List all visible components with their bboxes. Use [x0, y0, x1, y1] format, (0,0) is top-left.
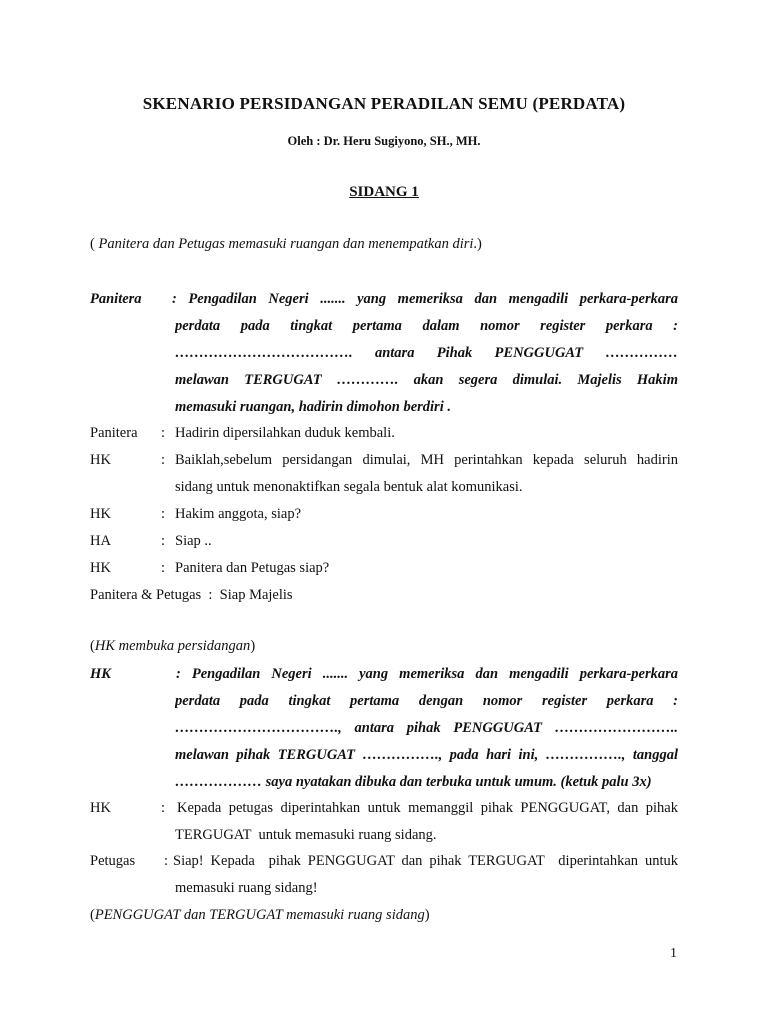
- dialog-line: Baiklah,sebelum persidangan dimulai, MH perintahkan kepada seluruh hadirin: [175, 452, 678, 468]
- speaker-label: HA: [90, 533, 111, 549]
- stage-direction: ( Panitera dan Petugas memasuki ruangan dan menempatkan diri.): [90, 236, 482, 252]
- dialog-line: ……………………………., antara pihak PENGGUGAT ……………………..: [175, 720, 678, 736]
- speaker-label: Panitera: [90, 425, 138, 441]
- speaker-label: Panitera: [90, 291, 142, 307]
- dialog-line: Panitera dan Petugas siap?: [175, 560, 330, 576]
- dialog-line: sidang untuk menonaktifkan segala bentuk alat komunikasi.: [175, 479, 523, 495]
- stage-direction-text: Panitera dan Petugas memasuki ruangan dan menempatkan diri: [98, 236, 474, 252]
- stage-direction: (PENGGUGAT dan TERGUGAT memasuki ruang sidang): [90, 907, 430, 923]
- speaker-label: HK: [90, 560, 111, 576]
- speaker-label: HK: [90, 452, 111, 468]
- dialog-line: TERGUGAT untuk memasuki ruang sidang.: [175, 827, 437, 843]
- dialog-line: : Pengadilan Negeri ....... yang memeriksa dan mengadili perkara-perkara: [176, 666, 678, 682]
- dialog-line: Siap! Kepada pihak PENGGUGAT dan pihak TERGUGAT diperintahkan untuk: [173, 853, 678, 869]
- stage-direction: (HK membuka persidangan): [90, 638, 256, 654]
- dialog-line: memasuki ruangan, hadirin dimohon berdiri .: [175, 399, 451, 415]
- stage-direction-text: HK membuka persidangan: [94, 638, 251, 654]
- dialog-line: ………………………………. antara Pihak PENGGUGAT ……………: [175, 345, 678, 361]
- speaker-label: HK: [90, 666, 111, 682]
- dialog-line: : Pengadilan Negeri ....... yang memeriksa dan mengadili perkara-perkara: [172, 291, 678, 307]
- stage-direction-text: PENGGUGAT dan TERGUGAT memasuki ruang sidang: [94, 907, 425, 923]
- document-title: SKENARIO PERSIDANGAN PERADILAN SEMU (PERDATA): [142, 94, 626, 113]
- speaker-label: HK: [90, 800, 111, 816]
- dialog-line: Siap ..: [175, 533, 212, 549]
- speaker-label: Panitera & Petugas : Siap Majelis: [90, 587, 293, 603]
- dialog-line: melawan pihak TERGUGAT ……………., pada hari ini, ……………., tanggal: [175, 747, 678, 763]
- dialog-line: melawan TERGUGAT …………. akan segera dimulai. Majelis Hakim: [175, 372, 678, 388]
- speaker-label: Petugas: [90, 853, 136, 869]
- dialog-line: perdata pada tingkat pertama dalam nomor register perkara :: [175, 318, 678, 334]
- page-number: 1: [670, 946, 677, 961]
- dialog-line: Hakim anggota, siap?: [175, 506, 302, 522]
- section-heading: SIDANG 1: [349, 184, 419, 200]
- speaker-label: HK: [90, 506, 111, 522]
- document-page: SKENARIO PERSIDANGAN PERADILAN SEMU (PERDATA) Oleh : Dr. Heru Sugiyono, SH., MH. SIDANG 1 ( Panitera dan Petugas memasuki ruangan dan menempatkan diri.) Panitera : Pengadilan Negeri ....... yang memeriksa dan mengadili perkara-perkara perdata pada tingkat pertama dalam nomor register perkara : ………………………………. antara Pihak PENGGUGAT …………… melawan TERGUGAT …………. akan segera dimulai. Majelis Hakim memasuki ruangan, hadirin dimohon berdiri . Panitera : Hadirin dipersilahkan duduk kembali. HK : Baiklah,sebelum persidangan dimulai, MH perintahkan kepada seluruh hadirin sidang untuk menonaktifkan segala bentuk alat komunikasi. HK : Hakim anggota, siap? HA : Siap .. HK : Panitera dan Petugas siap? Panitera & Petugas : Siap Majelis (HK membuka persidangan) HK : Pengadilan Negeri ....... yang memeriksa dan mengadili perkara-perkara perdata pada tingkat pertama dengan nomor register perkara : ……………………………., antara pihak PENGGUGAT …………………….. melawan pihak TERGUGAT ……………., pada hari ini, ……………., tanggal ……………… saya nyatakan dibuka dan terbuka untuk umum. (ketuk palu 3x) HK : Kepada petugas diperintahkan untuk memanggil pihak PENGGUGAT, dan pihak TERGUGAT untuk memasuki ruang sidang. Petugas : Siap! Kepada pihak PENGGUGAT dan pihak TERGUGAT diperintahkan untuk memasuki ruang sidang! (PENGGUGAT dan TERGUGAT memasuki ruang sidang) 1: [0, 0, 768, 1024]
- dialog-line: Kepada petugas diperintahkan untuk memanggil pihak PENGGUGAT, dan pihak: [177, 800, 678, 816]
- dialog-line: memasuki ruang sidang!: [175, 880, 318, 896]
- dialog-line: ……………… saya nyatakan dibuka dan terbuka untuk umum. (ketuk palu 3x): [175, 774, 652, 790]
- document-author: Oleh : Dr. Heru Sugiyono, SH., MH.: [287, 134, 481, 148]
- dialog-line: perdata pada tingkat pertama dengan nomor register perkara :: [175, 693, 678, 709]
- dialog-line: Hadirin dipersilahkan duduk kembali.: [175, 425, 395, 441]
